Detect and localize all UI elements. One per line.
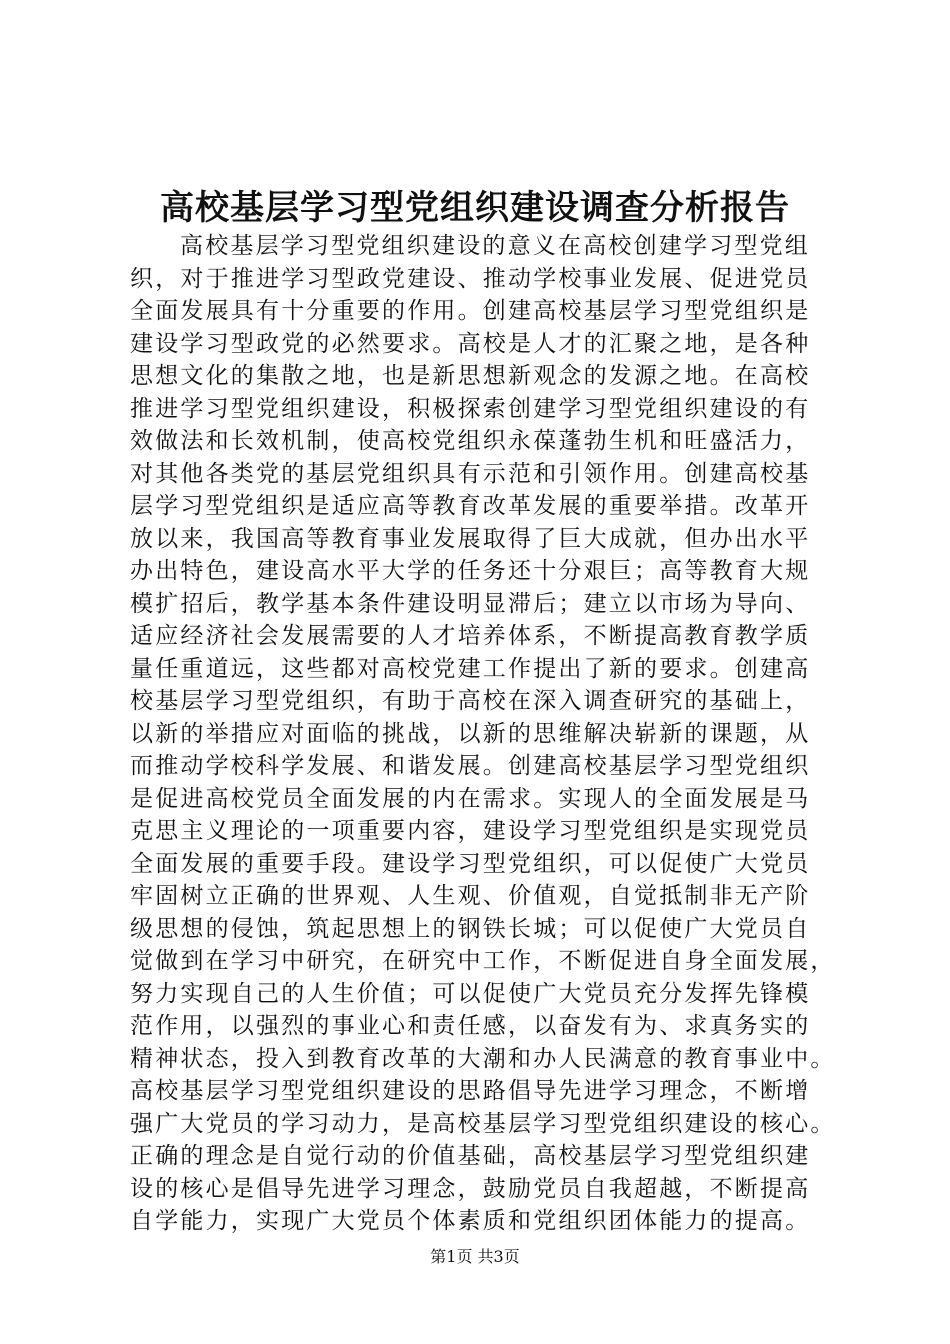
body-line: 精神状态，投入到教育改革的大潮和办人民满意的教育事业中。 (130, 1045, 836, 1072)
body-line: 适应经济社会发展需要的人才培养体系，不断提高教育教学质 (130, 623, 811, 649)
body-line: 努力实现自己的人生价值；可以促使广大党员充分发挥先锋模 (130, 980, 811, 1007)
body-line: 高校基层学习型党组织建设的思路倡导先进学习理念，不断增 (130, 1078, 811, 1104)
page-footer (0, 1246, 950, 1268)
body-line: 自学能力，实现广大党员个体素质和党组织团体能力的提高。 (130, 1208, 811, 1234)
body-line: 牢固树立正确的世界观、人生观、价值观，自觉抵制非无产阶 (130, 883, 811, 909)
body-line: 是促进高校党员全面发展的内在需求。实现人的全面发展是马 (130, 785, 811, 812)
page-number: 第1页 共3页 (430, 1247, 520, 1266)
body-line: 觉做到在学习中研究，在研究中工作，不断促进自身全面发展， (130, 948, 836, 974)
body-line: 正确的理念是自觉行动的价值基础，高校基层学习型党组织建 (130, 1143, 811, 1169)
body-line: 设的核心是倡导先进学习理念，鼓励党员自我超越，不断提高 (130, 1175, 811, 1202)
body-line: 放以来，我国高等教育事业发展取得了巨大成就，但办出水平 (130, 525, 811, 552)
body-line: 强广大党员的学习动力，是高校基层学习型党组织建设的核心。 (130, 1110, 836, 1137)
body-line: 高校基层学习型党组织建设的意义在高校创建学习型党组 (180, 233, 810, 259)
document-body (130, 230, 850, 1238)
body-line: 克思主义理论的一项重要内容，建设学习型党组织是实现党员 (130, 818, 811, 844)
body-line: 量任重道远，这些都对高校党建工作提出了新的要求。创建高 (130, 655, 811, 682)
body-line: 推进学习型党组织建设，积极探索创建学习型党组织建设的有 (130, 395, 811, 422)
body-line: 以新的举措应对面临的挑战，以新的思维解决崭新的课题，从 (130, 720, 811, 747)
body-line: 效做法和长效机制，使高校党组织永葆蓬勃生机和旺盛活力， (130, 428, 811, 454)
body-line: 级思想的侵蚀，筑起思想上的钢铁长城；可以促使广大党员自 (130, 915, 811, 942)
body-line: 而推动学校科学发展、和谐发展。创建高校基层学习型党组织 (130, 753, 811, 779)
document-title: 高校基层学习型党组织建设调查分析报告 (160, 188, 790, 228)
body-line: 办出特色，建设高水平大学的任务还十分艰巨；高等教育大规 (130, 558, 811, 584)
body-line: 模扩招后，教学基本条件建设明显滞后；建立以市场为导向、 (130, 590, 811, 617)
body-line: 对其他各类党的基层党组织具有示范和引领作用。创建高校基 (130, 460, 811, 487)
body-line: 全面发展具有十分重要的作用。创建高校基层学习型党组织是 (130, 298, 811, 324)
body-line: 织，对于推进学习型政党建设、推动学校事业发展、促进党员 (130, 265, 811, 292)
body-line: 思想文化的集散之地，也是新思想新观念的发源之地。在高校 (130, 363, 811, 389)
body-line: 建设学习型政党的必然要求。高校是人才的汇聚之地，是各种 (130, 330, 811, 357)
body-line: 校基层学习型党组织，有助于高校在深入调查研究的基础上， (130, 688, 811, 714)
body-line: 范作用，以强烈的事业心和责任感，以奋发有为、求真务实的 (130, 1013, 811, 1039)
body-line: 层学习型党组织是适应高等教育改革发展的重要举措。改革开 (130, 493, 811, 519)
body-line: 全面发展的重要手段。建设学习型党组织，可以促使广大党员 (130, 850, 811, 877)
